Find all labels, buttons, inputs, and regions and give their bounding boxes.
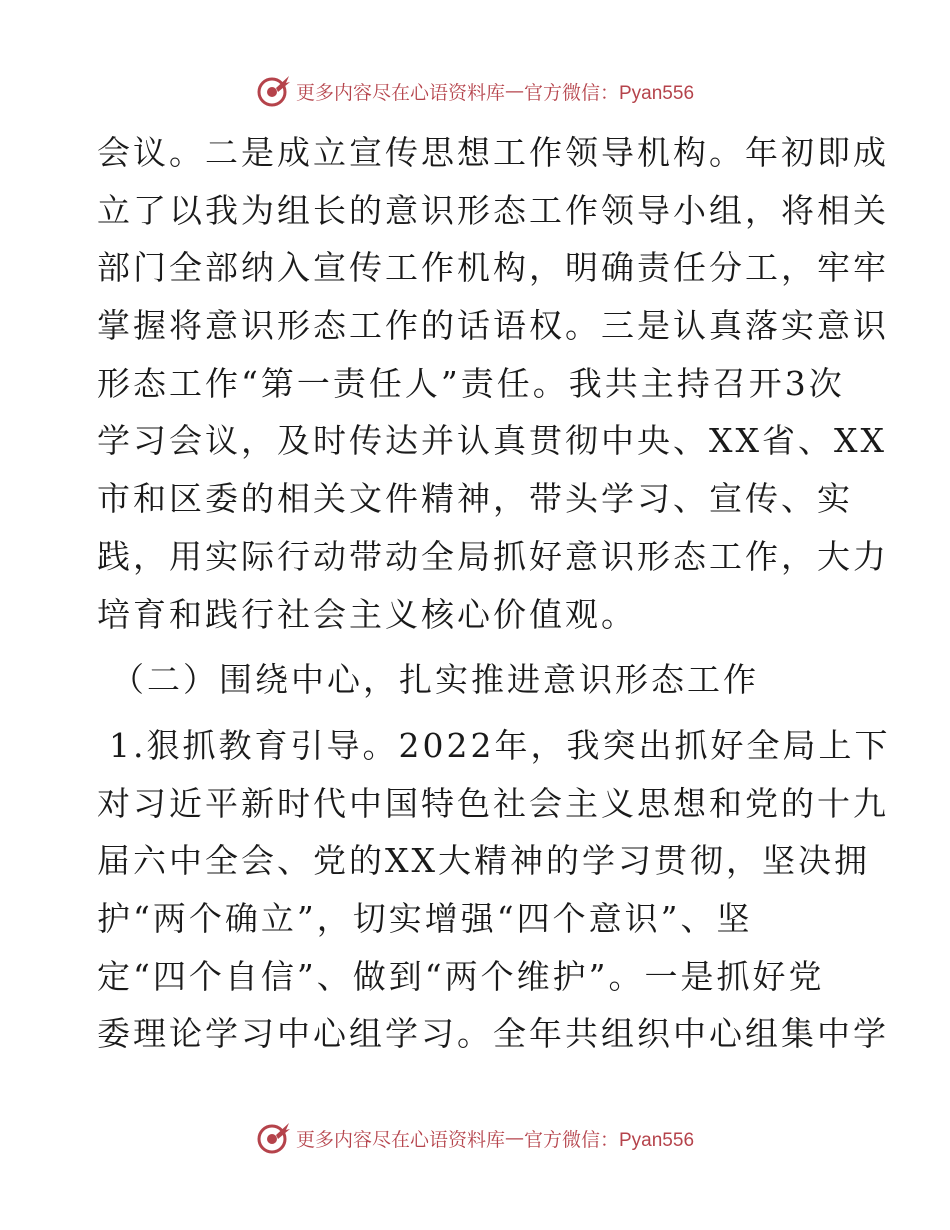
watermark-wechat: 官方微信：Pyan556 (524, 82, 695, 104)
paragraph-line: 部门全部纳入宣传工作机构，明确责任分工，牢牢 (97, 248, 889, 288)
watermark-dash: — (505, 80, 524, 102)
paragraph-line: 形态工作“第一责任人”责任。我共主持召开3次 (97, 363, 845, 403)
paragraph-line: 定“四个自信”、做到“两个维护”。一是抓好党 (97, 956, 825, 996)
paragraph-line: 学习会议，及时传达并认真贯彻中央、XX省、XX (97, 421, 887, 461)
watermark-wechat: 官方微信：Pyan556 (524, 1129, 695, 1151)
paragraph-line: 1.狠抓教育引导。2022年，我突出抓好全局上下 (109, 725, 891, 765)
paragraph-line: 践，用实际行动带动全局抓好意识形态工作，大力 (97, 536, 889, 576)
paragraph-line: 会议。二是成立宣传思想工作领导机构。年初即成 (97, 133, 889, 172)
brand-logo-icon (256, 73, 292, 109)
paragraph-line: 立了以我为组长的意识形态工作领导小组，将相关 (97, 190, 889, 230)
paragraph-line: 委理论学习中心组学习。全年共组织中心组集中学 (97, 1014, 889, 1054)
watermark-footer (0, 1118, 950, 1158)
watermark-dash: — (505, 1127, 524, 1149)
paragraph-line: 对习近平新时代中国特色社会主义思想和党的十九 (97, 783, 889, 823)
paragraph-line: 届六中全会、党的XX大精神的学习贯彻，坚决拥 (97, 841, 870, 881)
paragraph-line: 培育和践行社会主义核心价值观。 (97, 594, 637, 634)
document-body (97, 124, 891, 1063)
brand-logo-icon (256, 1120, 292, 1156)
paragraph-line: 掌握将意识形态工作的话语权。三是认真落实意识 (97, 306, 889, 346)
section-heading: （二）围绕中心，扎实推进意识形态工作 (111, 660, 759, 700)
paragraph-line: 护“两个确立”，切实增强“四个意识”、坚 (97, 898, 753, 938)
watermark-header (0, 71, 950, 111)
paragraph-line: 市和区委的相关文件精神，带头学习、宣传、实 (97, 479, 853, 519)
watermark-prefix: 更多内容尽在心语资料库 (295, 81, 505, 104)
watermark-prefix: 更多内容尽在心语资料库 (295, 1128, 505, 1151)
